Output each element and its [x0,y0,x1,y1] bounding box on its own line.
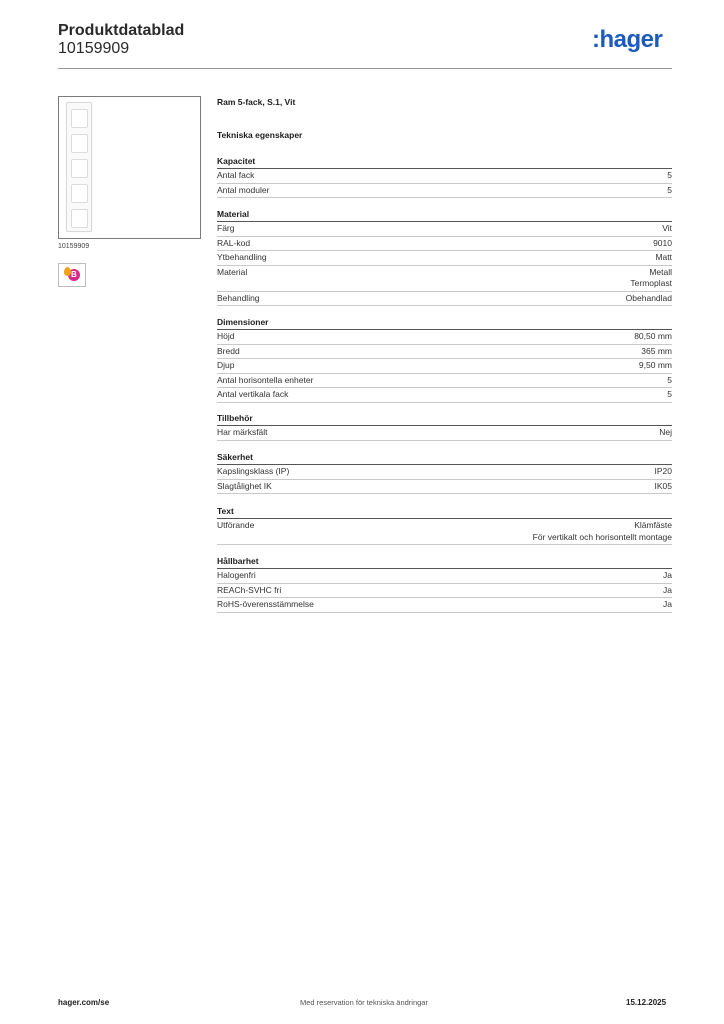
spec-section [217,505,672,545]
frame-cell [71,184,88,203]
spec-value-line: För vertikalt och horisontellt montage [532,531,672,542]
spec-label: Antal moduler [217,184,270,195]
spec-value [667,389,672,401]
spec-value [634,331,672,343]
spec-value [659,427,672,439]
spec-row [217,388,672,403]
spec-label: Slagtålighet IK [217,480,272,491]
spec-row [217,359,672,374]
spec-row [217,519,672,545]
spec-label: Färg [217,223,235,233]
spec-value-line: Nej [659,427,672,437]
spec-value-line: 5 [667,184,672,195]
spec-value-line: 9,50 mm [638,360,672,370]
footer-date: 15.12.2025 [626,998,667,1007]
spec-value-line: 80,50 mm [634,331,672,341]
spec-value-line: IK05 [654,480,672,491]
spec-label: REACh-SVHC fri [217,584,282,595]
section-title: Hållbarhet [217,556,259,566]
spec-label: Material [217,266,248,277]
spec-value [655,466,673,478]
spec-value-line: Klämfäste [634,520,672,530]
spec-row [217,184,672,199]
spec-label: Höjd [217,331,235,341]
sustainability-b-badge-icon: B [58,263,86,287]
spec-label: Bredd [217,345,240,356]
spec-row [217,480,672,495]
spec-row [217,569,672,584]
spec-value-line: 5 [667,170,672,180]
spec-label: Djup [217,360,235,370]
spec-row [217,330,672,345]
spec-value [667,185,672,197]
header-divider [58,68,672,69]
section-title: Kapacitet [217,156,256,166]
section-title: Material [217,209,250,219]
frame-illustration [66,102,92,232]
spec-section [217,412,672,441]
spec-value [663,585,672,597]
spec-label: RoHS-överensstämmelse [217,599,314,609]
hager-logo: :hager [592,26,663,53]
spec-row [217,169,672,184]
document-title: Produktdatablad [58,22,185,39]
spec-value [667,375,672,387]
frame-cell [71,109,88,128]
frame-cell [71,209,88,228]
spec-value-line: Ja [663,584,672,595]
spec-section [217,208,672,306]
spec-section [217,316,672,403]
spec-row [217,222,672,237]
product-name: Ram 5-fack, S.1, Vit [217,97,296,107]
frame-cell [71,159,88,178]
spec-section [217,155,672,198]
spec-row [217,598,672,613]
spec-row [217,292,672,307]
spec-value [533,520,672,543]
frame-cell [71,134,88,153]
spec-section [217,555,672,613]
product-image [58,96,201,239]
spec-value-line: Metall [649,266,672,277]
spec-row [217,374,672,389]
section-title: Tillbehör [217,413,253,423]
spec-label: Antal fack [217,170,255,180]
spec-row [217,251,672,266]
footer-website-link[interactable]: hager.com/se [58,998,110,1007]
spec-value-line: 9010 [653,237,672,248]
spec-label: Halogenfri [217,570,256,580]
spec-value-line: 5 [667,374,672,385]
spec-value [630,267,672,290]
spec-label: Antal vertikala fack [217,389,289,399]
article-number: 10159909 [58,40,130,57]
spec-row [217,465,672,480]
spec-row [217,266,672,292]
spec-label: Ytbehandling [217,252,267,262]
spec-value [662,223,672,235]
spec-value-line: Ja [663,570,672,580]
spec-label: RAL-kod [217,237,251,248]
spec-value-line: Vit [662,223,672,233]
section-title: Dimensioner [217,317,269,327]
spec-label: Antal horisontella enheter [217,374,314,385]
spec-value [653,238,672,250]
spec-row [217,426,672,441]
spec-value [663,599,672,611]
spec-value-line: IP20 [654,466,672,476]
image-caption: 10159909 [58,243,90,250]
spec-value [655,481,673,493]
spec-value-line: Termoplast [630,278,672,288]
spec-value-line: 5 [667,389,672,399]
spec-value [655,252,672,264]
spec-value [667,170,672,182]
spec-value [663,570,672,582]
spec-value [626,293,672,305]
footer-disclaimer: Med reservation för tekniska ändringar [300,998,428,1007]
spec-row [217,237,672,252]
spec-row [217,345,672,360]
spec-label: Kapslingsklass (IP) [217,466,290,476]
tech-properties-heading: Tekniska egenskaper [217,130,303,140]
spec-value-line: Matt [655,252,672,262]
spec-value-line: 365 mm [641,345,672,356]
spec-value [641,346,672,358]
spec-value-line: Obehandlad [625,292,672,303]
spec-section [217,451,672,494]
section-title: Säkerhet [217,452,253,462]
spec-row [217,584,672,599]
spec-label: Utförande [217,520,255,530]
spec-label: Behandling [217,292,260,303]
spec-label: Har märksfält [217,427,268,437]
section-title: Text [217,506,234,516]
spec-value [639,360,672,372]
spec-value-line: Ja [663,599,672,609]
